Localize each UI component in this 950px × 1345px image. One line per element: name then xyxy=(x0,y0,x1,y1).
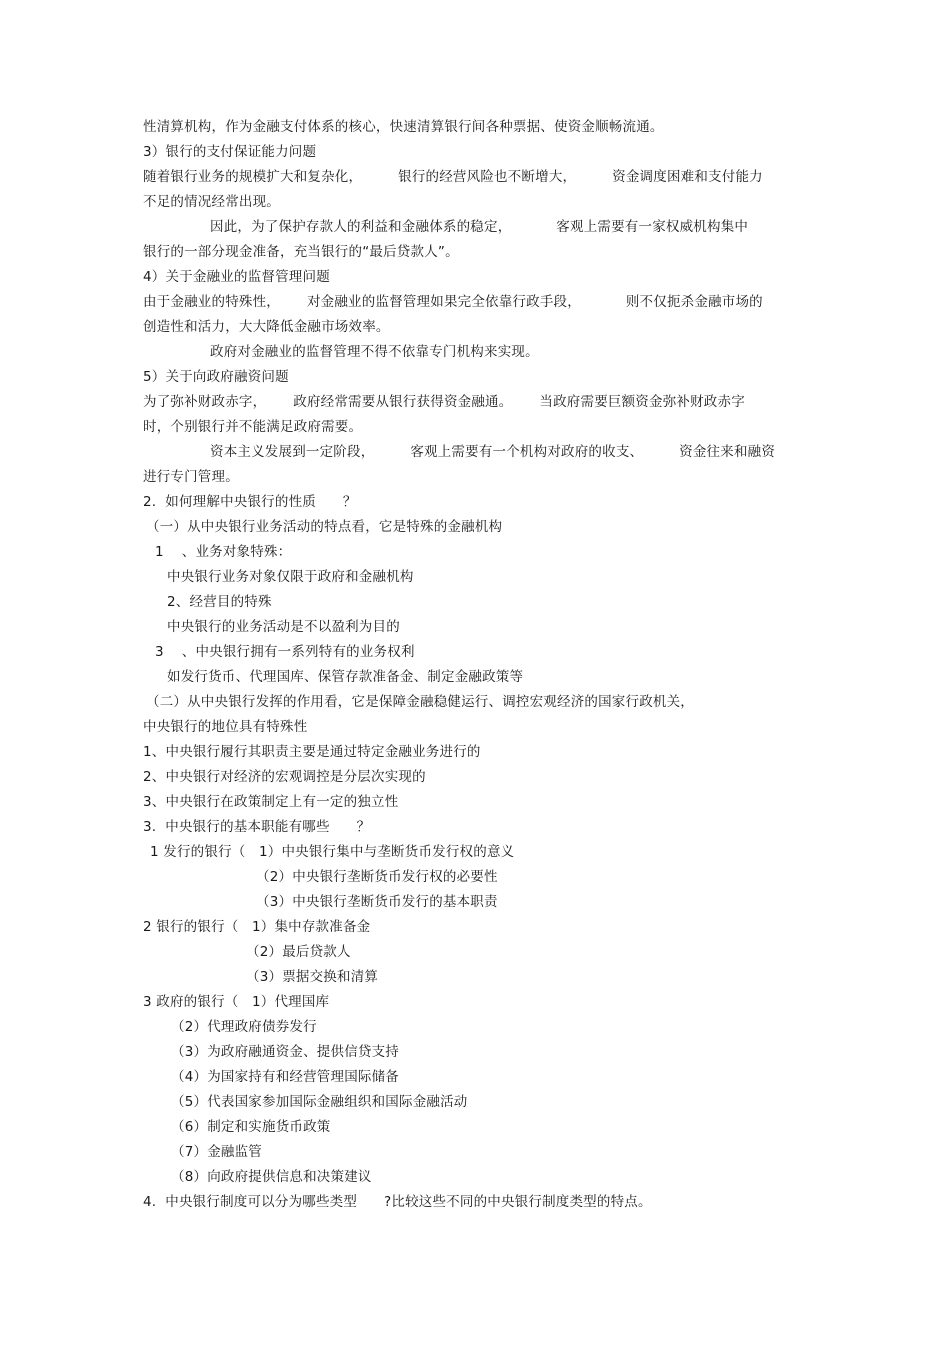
list-item: （3）票据交换和清算 xyxy=(246,969,379,985)
list-item: （3）中央银行垄断货币发行的基本职责 xyxy=(256,894,498,910)
list-item: 3 政府的银行（ 1）代理国库 xyxy=(143,994,330,1010)
list-item: （4）为国家持有和经营管理国际储备 xyxy=(171,1069,399,1085)
list-item: 1、中央银行履行其职责主要是通过特定金融业务进行的 xyxy=(143,744,481,760)
text-line: 资本主义发展到一定阶段， 客观上需要有一个机构对政府的收支、 资金往来和融资 xyxy=(210,444,776,460)
text-line: 因此，为了保护存款人的利益和金融体系的稳定， 客观上需要有一家权威机构集中 xyxy=(210,219,749,235)
list-item: （8）向政府提供信息和决策建议 xyxy=(171,1169,372,1185)
list-item: （2）代理政府债券发行 xyxy=(171,1019,317,1035)
section-heading: （二）从中央银行发挥的作用看，它是保障金融稳健运行、调控宏观经济的国家行政机关， xyxy=(146,694,694,710)
text-line: 由于金融业的特殊性， 对金融业的监督管理如果完全依靠行政手段， 则不仅扼杀金融市场的 xyxy=(143,294,763,310)
question-heading: 2. 如何理解中央银行的性质 ？ xyxy=(143,494,357,510)
text-line: 创造性和活力，大大降低金融市场效率。 xyxy=(143,319,390,335)
text-line: 为了弥补财政赤字， 政府经常需要从银行获得资金融通。 当政府需要巨额资金弥补财政赤字 xyxy=(143,394,745,410)
text-line: 银行的一部分现金准备，充当银行的“最后贷款人”。 xyxy=(143,244,459,260)
section-heading: （一）从中央银行业务活动的特点看，它是特殊的金融机构 xyxy=(146,519,503,535)
list-item: 1 发行的银行（ 1）中央银行集中与垄断货币发行权的意义 xyxy=(150,844,515,860)
text-line: 进行专门管理。 xyxy=(143,469,239,485)
list-item: 2、中央银行对经济的宏观调控是分层次实现的 xyxy=(143,769,426,785)
text-line: 不足的情况经常出现。 xyxy=(143,194,280,210)
text-line: 中央银行业务对象仅限于政府和金融机构 xyxy=(167,569,414,585)
section-heading: 4）关于金融业的监督管理问题 xyxy=(143,269,330,285)
list-item: 2、经营目的特殊 xyxy=(167,594,272,610)
list-item: （6）制定和实施货币政策 xyxy=(171,1119,331,1135)
text-line: 性清算机构，作为金融支付体系的核心，快速清算银行间各种票据、使资金顺畅流通。 xyxy=(143,119,664,135)
list-item: 3 、中央银行拥有一系列特有的业务权利 xyxy=(155,644,415,660)
section-heading: 3）银行的支付保证能力问题 xyxy=(143,144,317,160)
list-item: 3、中央银行在政策制定上有一定的独立性 xyxy=(143,794,399,810)
text-line: 中央银行的业务活动是不以盈利为目的 xyxy=(167,619,400,635)
list-item: 2 银行的银行（ 1）集中存款准备金 xyxy=(143,919,371,935)
text-line: 时，个别银行并不能满足政府需要。 xyxy=(143,419,363,435)
section-heading: 5）关于向政府融资问题 xyxy=(143,369,289,385)
list-item: 1 、业务对象特殊： xyxy=(155,544,292,560)
question-heading: 3. 中央银行的基本职能有哪些 ？ xyxy=(143,819,371,835)
list-item: （2）中央银行垄断货币发行权的必要性 xyxy=(256,869,498,885)
list-item: （3）为政府融通资金、提供信贷支持 xyxy=(171,1044,399,1060)
list-item: （5）代表国家参加国际金融组织和国际金融活动 xyxy=(171,1094,468,1110)
text-line: 随着银行业务的规模扩大和复杂化， 银行的经营风险也不断增大， 资金调度困难和支付能力 xyxy=(143,169,763,185)
list-item: （2）最后贷款人 xyxy=(246,944,351,960)
question-heading: 4. 中央银行制度可以分为哪些类型 ?比较这些不同的中央银行制度类型的特点。 xyxy=(143,1194,652,1210)
text-line: 如发行货币、代理国库、保管存款准备金、制定金融政策等 xyxy=(167,669,524,685)
text-line: 中央银行的地位具有特殊性 xyxy=(143,719,308,735)
list-item: （7）金融监管 xyxy=(171,1144,262,1160)
text-line: 政府对金融业的监督管理不得不依靠专门机构来实现。 xyxy=(210,344,539,360)
